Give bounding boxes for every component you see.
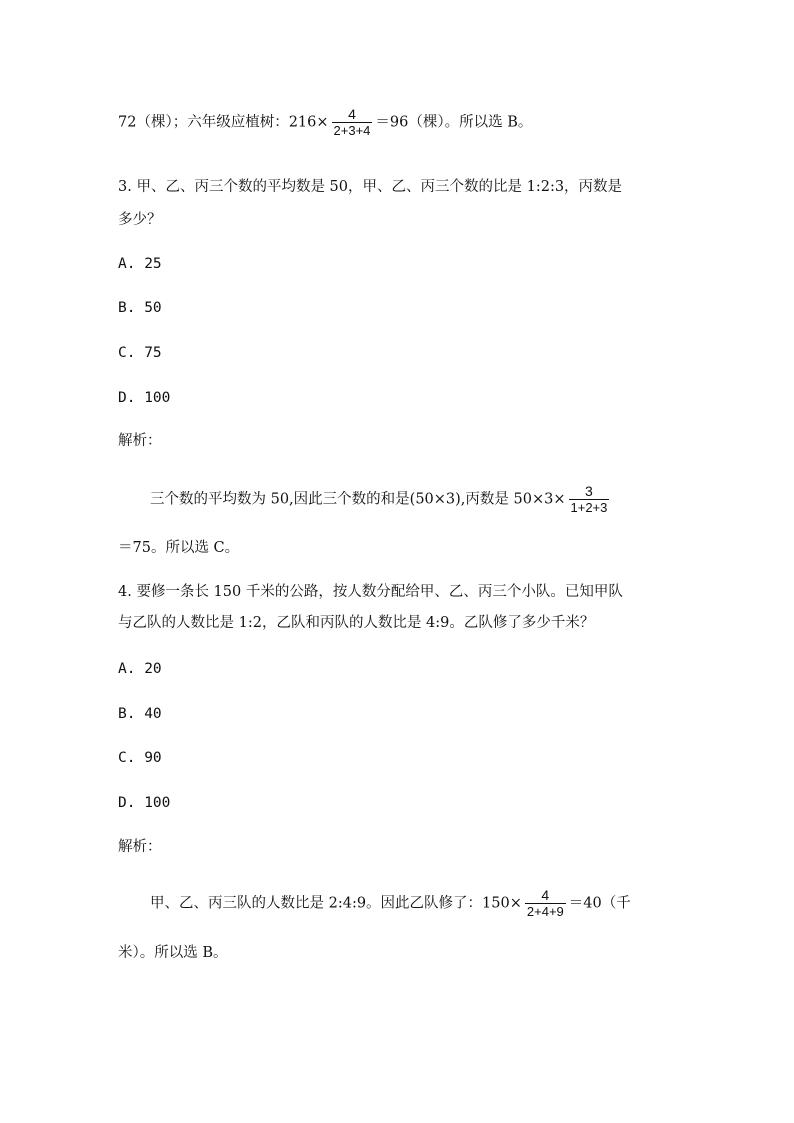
q3-stem-line2: 多少？ (118, 212, 162, 228)
q4-option-c: C. 90 (118, 750, 162, 766)
q4-stem-line1: 4. 要修一条长 150 千米的公路，按人数分配给甲、乙、丙三个小队。已知甲队 (118, 584, 623, 600)
prev-answer-line (118, 106, 532, 139)
q4-option-b: B. 40 (118, 706, 162, 722)
q3-option-a: A. 25 (118, 256, 162, 272)
q3-analysis-line1 (150, 483, 612, 516)
q3-analysis-prefix: 三个数的平均数为 50,因此三个数的和是(50×3),丙数是 50×3× (150, 491, 566, 508)
prev-answer-prefix: 72（棵）；六年级应植树：216× (118, 114, 329, 131)
q4-analysis-prefix: 甲、乙、丙三队的人数比是 2:4:9。因此乙队修了：150× (150, 895, 522, 912)
fraction-denominator: 2+4+9 (526, 904, 564, 919)
q3-option-d: D. 100 (118, 390, 171, 406)
prev-answer-fraction (332, 106, 373, 139)
q3-option-c: C. 75 (118, 345, 162, 361)
q3-analysis-label: 解析： (118, 433, 162, 449)
fraction-numerator: 4 (348, 106, 356, 122)
q4-option-a: A. 20 (118, 661, 162, 677)
fraction-denominator: 1+2+3 (570, 500, 608, 515)
q3-analysis-line2: ＝75。所以选 C。 (118, 540, 240, 556)
q4-analysis-fraction (525, 887, 566, 920)
fraction-denominator: 2+3+4 (333, 123, 371, 138)
q4-analysis-line1 (150, 887, 631, 920)
q3-analysis-fraction (569, 483, 610, 516)
q4-analysis-line2: 米）。所以选 B。 (118, 945, 228, 961)
q4-analysis-label: 解析： (118, 839, 162, 855)
prev-answer-suffix: ＝96（棵）。所以选 B。 (375, 114, 533, 131)
q3-stem-line1: 3. 甲、乙、丙三个数的平均数是 50，甲、乙、丙三个数的比是 1:2:3，丙数是 (118, 179, 623, 195)
q3-option-b: B. 50 (118, 300, 162, 316)
fraction-numerator: 3 (585, 483, 593, 499)
q4-analysis-suffix: ＝40（千 (568, 895, 631, 912)
q4-stem-line2: 与乙队的人数比是 1:2，乙队和丙队的人数比是 4:9。乙队修了多少千米？ (118, 615, 595, 631)
fraction-numerator: 4 (541, 887, 550, 903)
q4-option-d: D. 100 (118, 795, 171, 811)
